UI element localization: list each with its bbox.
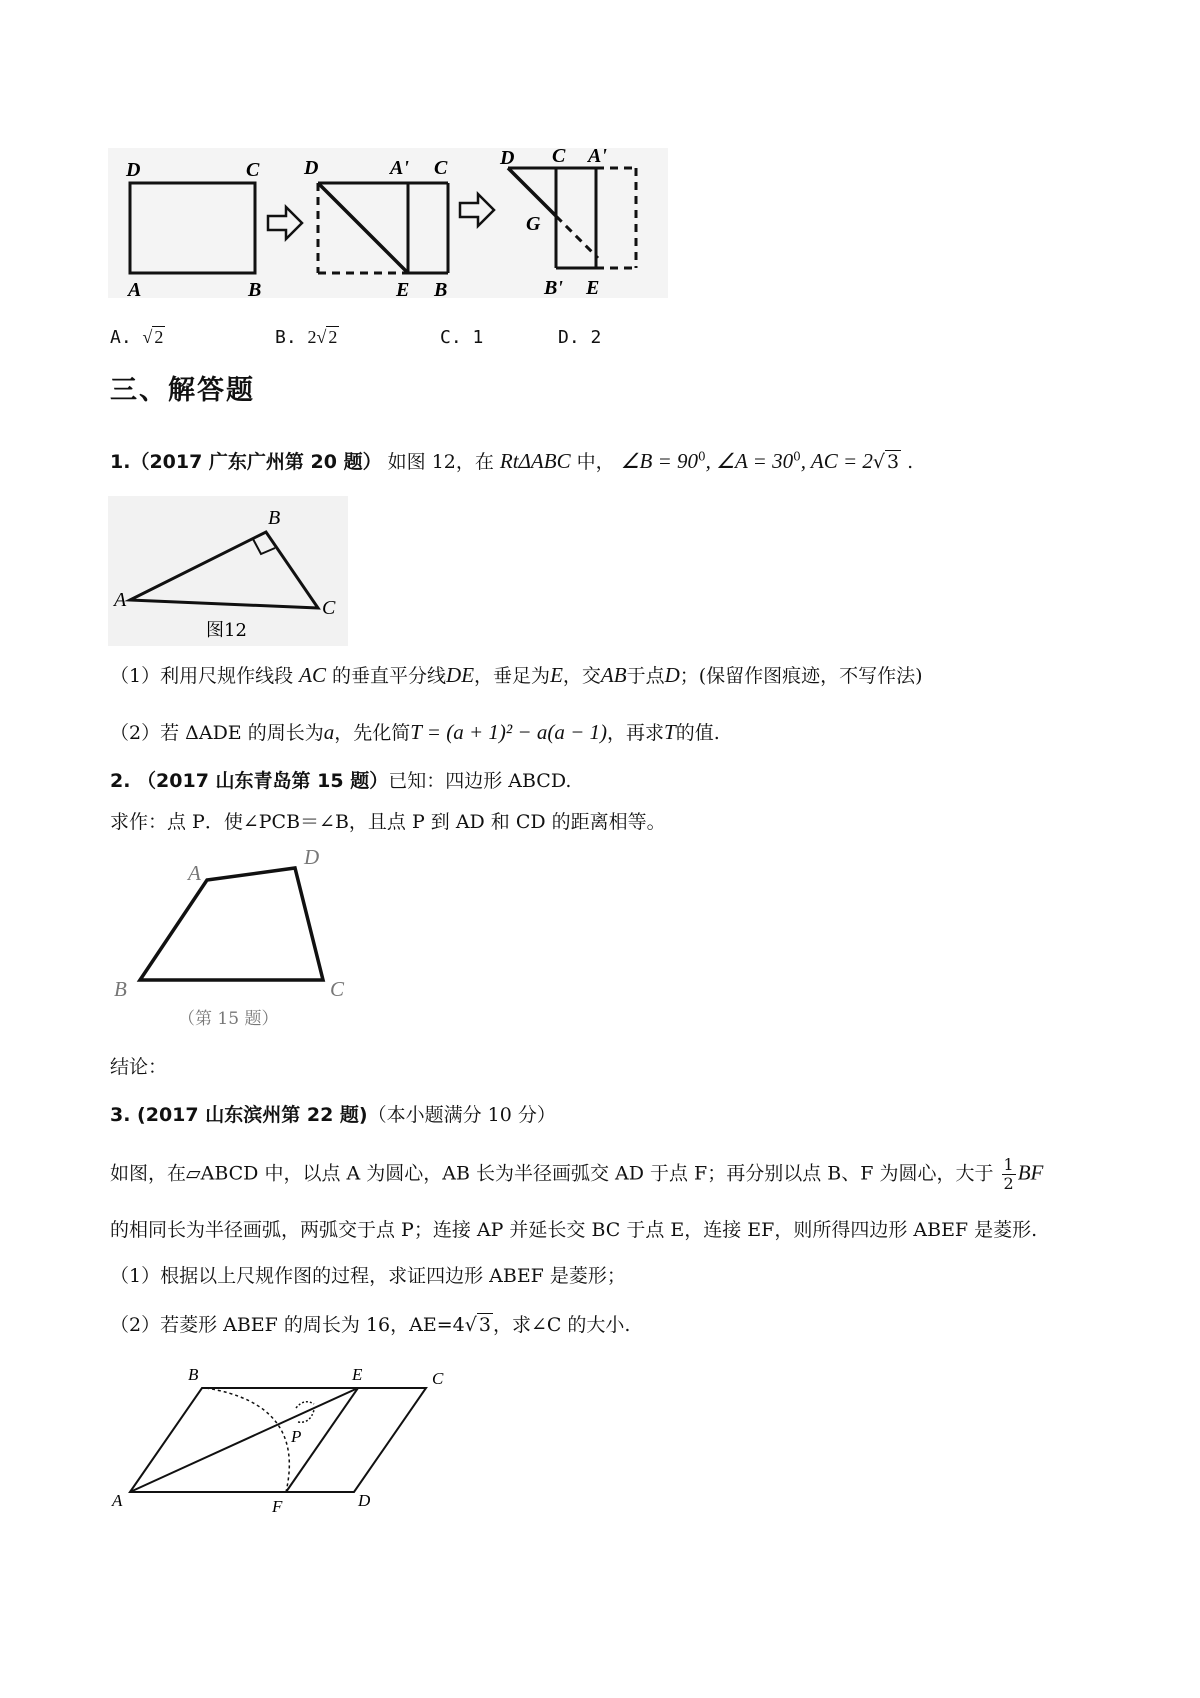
quad-label-b: B [114,977,127,1001]
parallelogram-figure [108,1358,448,1518]
fold-label-a3p: A' [588,148,607,167]
q1-part2 [110,718,720,745]
option-a-label: A. [110,327,132,348]
fold-label-c3: C [552,148,566,167]
quadrilateral-abcd [140,868,323,980]
para-label-f: F [272,1497,283,1516]
option-b-coef: 2 [307,327,317,347]
option-c: C. 1 [440,327,484,348]
q1-stem-mid: 中， [576,451,615,473]
quad-label-d: D [304,848,320,869]
q1-part1-c: ，垂足为 [474,665,551,687]
option-b-label: B. [275,327,297,348]
q3-stem2: 的相同长为半径画弧，两弧交于点 P；连接 AP 并延长交 BC 于点 E，连接 EF，则所得四边形 ABEF 是菱形. [110,1219,1038,1241]
option-b: B. 2√ 2 [275,327,338,348]
q1-cond3: , AC = 2 [800,449,873,473]
q2-stem-text: 已知：四边形 ABCD. [388,770,572,792]
tri-label-c: C [322,597,336,619]
q1-end: . [907,451,914,473]
para-label-e: E [352,1365,363,1384]
q3-frac-num: 1 [1003,1155,1014,1174]
q3-score: （本小题满分 10 分） [367,1104,556,1126]
q1-part2-var: a [323,720,335,744]
q1-part1-e: E [550,663,563,687]
q1-part1-de: DE [446,663,475,687]
q3-stem1-text: 如图，在▱ABCD 中，以点 A 为圆心，AB 长为半径画弧交 AD 于点 F；再分别以点 B、F 为圆心，大于 [110,1162,994,1185]
q3-stem1 [110,1156,1043,1193]
fold-label-a2p: A' [390,157,409,179]
q1-part2-c: ，再求 [607,722,665,744]
tri-label-a: A [114,589,127,611]
q3-frac-den: 2 [1003,1174,1014,1193]
para-label-d: D [358,1491,371,1510]
option-a: A. √ 2 [110,327,164,348]
q3-part2: （2）若菱形 ABEF 的周长为 16，AE=4√ 3 ，求∠C 的大小. [110,1314,631,1336]
quadrilateral-figure [108,848,368,1028]
para-label-p: P [291,1427,302,1446]
fold-label-g3: G [526,213,541,235]
parallelogram-abcd [130,1388,426,1492]
fold-label-a1: A [128,279,142,298]
q1-part1-a: （1）利用尺规作线段 [110,665,294,687]
fold-label-b1: B [248,279,262,298]
q1-part2-b: ，先化简 [334,722,411,744]
q1-deg1: 0 [698,449,706,464]
q2-task: 求作：点 P．使∠PCB＝∠B，且点 P 到 AD 和 CD 的距离相等。 [110,811,666,833]
para-label-c: C [432,1369,444,1388]
q1-part1-g: ；(保留作图痕迹，不写作法) [679,665,923,687]
fold-label-d1: D [126,159,141,181]
q1-part2-expr: T = (a + 1)² − a(a − 1) [410,720,607,744]
q2-conclusion: 结论： [110,1056,168,1078]
q3-fraction [1002,1156,1016,1193]
q1-deg2: 0 [793,449,801,464]
q3-source: 3. (2017 山东滨州第 22 题) [110,1104,368,1126]
option-a-radicand: 2 [154,327,164,347]
q1-part2-t: T [664,720,676,744]
q1-triangle: RtΔABC [499,449,571,473]
q2-stem [110,766,571,793]
q1-stem-pre: 如图 12，在 [387,451,494,473]
figure-caption: （第 15 题） [178,1009,279,1028]
arc-bf [206,1388,289,1492]
fold-label-e2: E [396,279,410,298]
para-label-b: B [188,1365,199,1384]
quad-label-c: C [330,977,345,1001]
q1-part1 [110,661,923,688]
q1-cond2: , ∠A = 30 [705,449,794,473]
option-b-radicand: 2 [328,327,338,347]
q1-cond1: ∠B = 90 [620,449,699,473]
q3-stem1-end: BF [1017,1160,1044,1185]
q1-source: 1.（2017 广东广州第 20 题） [110,451,382,473]
q1-part2-d: 的值. [675,722,720,744]
q1-stem: 1.（2017 广东广州第 20 题） 如图 12，在 RtΔABC 中， ∠B = $90^0$, ∠A = $30^0$, AC = 2√ 3 . [110,449,914,473]
q1-part1-b: 的垂直平分线 [332,665,447,687]
fold-label-c1: C [246,159,260,181]
fold-label-c2: C [434,157,448,179]
q1-part1-ac: AC [299,663,326,687]
q1-part2-a: （2）若 ΔADE 的周长为 [110,722,324,744]
q1-part1-ab: AB [600,663,627,687]
q3-part2-root: 3 [478,1314,491,1336]
fold-label-e3: E [586,277,600,298]
q3-part2-a: （2）若菱形 ABEF 的周长为 16，AE=4 [110,1314,465,1336]
section-title: 三、解答题 [110,375,255,406]
triangle-figure [108,496,348,646]
figure-caption: 图12 [206,620,247,641]
fold-label-b2: B [434,279,448,298]
fold-label-d2: D [304,157,319,179]
segment-ae [130,1388,358,1492]
q3-header [110,1100,556,1127]
q3-part2-b: ，求∠C 的大小. [492,1314,631,1336]
q1-root: 3 [887,451,900,473]
option-d: D. 2 [558,327,602,348]
quad-label-a: A [188,861,201,885]
q1-part1-f: 于点 [626,665,665,687]
tri-label-b: B [268,507,281,529]
q1-part1-dd: D [664,663,680,687]
q3-part1: （1）根据以上尺规作图的过程，求证四边形 ABEF 是菱形； [110,1265,626,1287]
folding-figure [108,148,668,298]
q2-source: 2. （2017 山东青岛第 15 题） [110,770,389,792]
fold-label-b3p: B' [544,277,563,298]
q1-part1-d: ，交 [562,665,601,687]
fold-label-d3: D [500,148,515,169]
para-label-a: A [112,1491,123,1510]
